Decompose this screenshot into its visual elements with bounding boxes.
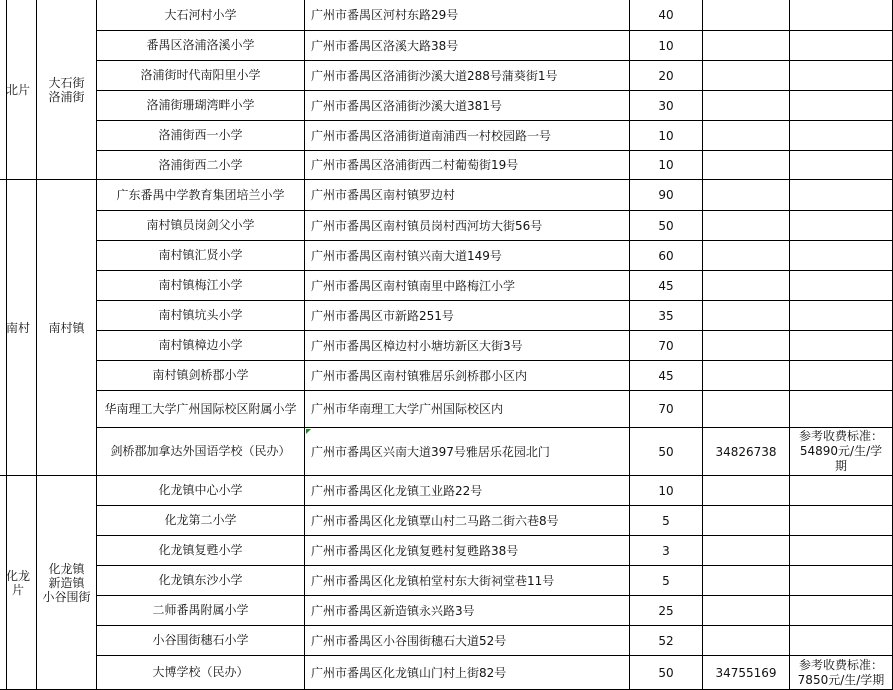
fee-note-cell[interactable]: [790, 506, 893, 536]
phone-cell[interactable]: [703, 91, 790, 121]
address-cell[interactable]: [305, 180, 630, 211]
phone-cell[interactable]: [703, 241, 790, 271]
enrollment-count-cell-text: 30: [658, 98, 674, 113]
enrollment-count-cell-text: 10: [658, 38, 674, 53]
enrollment-count-cell[interactable]: [630, 121, 703, 151]
enrollment-count-cell[interactable]: [630, 61, 703, 91]
fee-note-cell[interactable]: [790, 476, 893, 506]
school-name-cell[interactable]: [97, 361, 305, 391]
address-cell[interactable]: [305, 506, 630, 536]
school-name-cell-text: 南村镇员岗剑父小学: [146, 218, 255, 232]
school-name-cell-text: 洛浦街西二小学: [158, 157, 243, 172]
enrollment-count-cell-text: 5: [662, 573, 670, 588]
school-name-cell-text: 华南理工大学广州国际校区附属小学: [104, 401, 297, 416]
address-cell-text: 广州市番禺区化龙镇覃山村二马路二街六巷8号: [311, 513, 559, 528]
subdistrict-cell-text: 化龙镇 新造镇 小谷围街: [42, 561, 91, 604]
enrollment-count-cell[interactable]: [630, 361, 703, 391]
enrollment-count-cell[interactable]: [630, 241, 703, 271]
address-cell[interactable]: [305, 428, 630, 476]
address-cell-text: 广州市番禺区南村镇南里中路梅江小学: [311, 278, 516, 293]
subdistrict-cell[interactable]: [37, 180, 97, 476]
fee-note-cell[interactable]: [790, 271, 893, 301]
enrollment-count-cell-text: 45: [658, 368, 674, 383]
school-name-cell[interactable]: [97, 656, 305, 690]
enrollment-count-cell-text: 50: [658, 218, 674, 233]
fee-note-cell[interactable]: [790, 428, 893, 476]
fee-note-cell[interactable]: [790, 566, 893, 596]
school-name-cell-text: 番禺区洛浦洛溪小学: [146, 38, 255, 52]
address-cell-text: 广州市番禺区新造镇永兴路3号: [311, 603, 475, 618]
enrollment-count-cell[interactable]: [630, 211, 703, 241]
enrollment-count-cell-text: 90: [658, 188, 674, 202]
fee-note-cell[interactable]: [790, 121, 893, 151]
phone-cell[interactable]: [703, 0, 790, 31]
school-name-cell[interactable]: [97, 428, 305, 476]
school-name-cell-text: 洛浦街珊瑚湾畔小学: [146, 98, 255, 112]
enrollment-count-cell-text: 60: [658, 248, 674, 263]
fee-note-cell[interactable]: [790, 91, 893, 121]
phone-cell[interactable]: [703, 361, 790, 391]
enrollment-count-cell[interactable]: [630, 271, 703, 301]
phone-cell-text: 34826738: [715, 444, 777, 459]
fee-note-cell[interactable]: [790, 151, 893, 180]
enrollment-count-cell[interactable]: [630, 331, 703, 361]
school-name-cell[interactable]: [97, 331, 305, 361]
enrollment-count-cell-text: 40: [658, 8, 674, 22]
school-name-cell[interactable]: [97, 121, 305, 151]
school-name-cell-text: 南村镇剑桥郡小学: [152, 368, 249, 382]
enrollment-count-cell[interactable]: [630, 180, 703, 211]
address-cell[interactable]: [305, 241, 630, 271]
enrollment-count-cell-text: 25: [658, 603, 674, 618]
enrollment-count-cell[interactable]: [630, 301, 703, 331]
phone-cell[interactable]: [703, 331, 790, 361]
enrollment-count-cell-text: 20: [658, 68, 674, 83]
address-cell[interactable]: [305, 596, 630, 626]
address-cell[interactable]: [305, 211, 630, 241]
address-cell[interactable]: [305, 0, 630, 31]
phone-cell[interactable]: [703, 61, 790, 91]
school-name-cell-text: 洛浦街时代南阳里小学: [140, 68, 261, 82]
address-cell-text: 广州市番禺区小谷围街穗石大道52号: [311, 633, 507, 648]
enrollment-count-cell-text: 45: [658, 278, 674, 293]
school-name-cell[interactable]: [97, 91, 305, 121]
school-name-cell[interactable]: [97, 271, 305, 301]
address-cell-text: 广州市番禺区樟边村小塘坊新区大街3号: [311, 338, 523, 353]
address-cell-text: 广州市番禺区化龙镇工业路22号: [311, 483, 483, 498]
left-border-line: [6, 0, 7, 690]
enrollment-count-cell[interactable]: [630, 0, 703, 31]
enrollment-count-cell[interactable]: [630, 476, 703, 506]
enrollment-count-cell[interactable]: [630, 91, 703, 121]
fee-note-cell[interactable]: [790, 241, 893, 271]
school-name-cell[interactable]: [97, 596, 305, 626]
school-name-cell[interactable]: [97, 566, 305, 596]
phone-cell[interactable]: [703, 596, 790, 626]
school-name-cell-text: 广东番禺中学教育集团培兰小学: [116, 187, 285, 202]
school-name-cell-text: 化龙第二小学: [164, 513, 237, 527]
school-name-cell-text: 化龙镇中心小学: [158, 483, 243, 497]
enrollment-count-cell-text: 70: [658, 338, 674, 353]
enrollment-count-cell[interactable]: [630, 596, 703, 626]
address-cell[interactable]: [305, 151, 630, 180]
fee-note-cell[interactable]: [790, 361, 893, 391]
school-name-cell[interactable]: [97, 476, 305, 506]
address-cell[interactable]: [305, 656, 630, 690]
phone-cell[interactable]: [703, 271, 790, 301]
phone-cell-text: 34755169: [715, 665, 777, 680]
enrollment-count-cell-text: 10: [658, 128, 674, 143]
school-name-cell[interactable]: [97, 180, 305, 211]
enrollment-count-cell-text: 5: [662, 513, 670, 528]
address-cell-text: 广州市番禺区河村东路29号: [311, 8, 459, 22]
school-name-cell-text: 二师番禺附属小学: [152, 603, 249, 617]
fee-note-cell[interactable]: [790, 61, 893, 91]
fee-note-cell[interactable]: [790, 656, 893, 690]
enrollment-count-cell[interactable]: [630, 151, 703, 180]
fee-note-cell[interactable]: [790, 391, 893, 428]
school-name-cell[interactable]: [97, 211, 305, 241]
address-cell[interactable]: [305, 626, 630, 656]
school-name-cell-text: 洛浦街西一小学: [158, 128, 243, 142]
fee-note-cell[interactable]: [790, 31, 893, 61]
phone-cell[interactable]: [703, 151, 790, 180]
address-cell-text: 广州市番禺区化龙镇山门村上街82号: [311, 665, 507, 680]
phone-cell[interactable]: [703, 211, 790, 241]
cell-comment-marker: [306, 429, 311, 434]
school-name-cell-text: 大石河村小学: [164, 7, 237, 22]
fee-note-cell[interactable]: [790, 626, 893, 656]
subdistrict-cell[interactable]: [37, 0, 97, 180]
school-name-cell[interactable]: [97, 0, 305, 31]
school-name-cell[interactable]: [97, 151, 305, 180]
enrollment-count-cell[interactable]: [630, 506, 703, 536]
school-name-cell[interactable]: [97, 301, 305, 331]
region-cell-text: 化龙 片: [5, 568, 30, 597]
address-cell-text: 广州市番禺区洛浦街沙溪大道288号蒲葵街1号: [311, 68, 558, 83]
school-name-cell-text: 南村镇坑头小学: [158, 308, 243, 322]
subdistrict-cell[interactable]: [37, 476, 97, 690]
fee-note-cell-text: 参考收费标准： 54890元/生/学 期: [798, 429, 883, 473]
phone-cell[interactable]: [703, 626, 790, 656]
address-cell-text: 广州市番禺区洛浦街西二村葡萄街19号: [311, 158, 519, 172]
address-cell-text: 广州市番禺区化龙镇柏堂村东大街祠堂巷11号: [311, 573, 555, 588]
phone-cell[interactable]: [703, 476, 790, 506]
region-cell-text: 南村: [5, 320, 30, 335]
address-cell-text: 广州市番禺区南村镇员岗村西河坊大街56号: [311, 218, 543, 233]
subdistrict-cell-text: 南村镇: [48, 320, 85, 335]
phone-cell[interactable]: [703, 180, 790, 211]
fee-note-cell[interactable]: [790, 596, 893, 626]
address-cell-text: 广州市番禺区南村镇罗边村: [311, 188, 456, 202]
region-cell-text: 北片: [5, 82, 30, 97]
address-cell[interactable]: [305, 301, 630, 331]
enrollment-count-cell[interactable]: [630, 566, 703, 596]
address-cell[interactable]: [305, 476, 630, 506]
school-name-cell[interactable]: [97, 61, 305, 91]
fee-note-cell[interactable]: [790, 301, 893, 331]
address-cell-text: 广州市番禺区南村镇雅居乐剑桥郡小区内: [311, 368, 528, 383]
enrollment-count-cell[interactable]: [630, 626, 703, 656]
school-name-cell[interactable]: [97, 391, 305, 428]
school-name-cell-text: 大博学校（民办）: [152, 665, 249, 679]
school-name-cell-text: 南村镇樟边小学: [158, 338, 243, 352]
address-cell-text: 广州市番禺区南村镇兴南大道149号: [311, 248, 502, 263]
phone-cell[interactable]: [703, 301, 790, 331]
address-cell-text: 广州市番禺区洛溪大路38号: [311, 38, 459, 53]
phone-cell[interactable]: [703, 656, 790, 690]
address-cell[interactable]: [305, 361, 630, 391]
subdistrict-cell-text: 大石街 洛浦街: [48, 75, 85, 104]
address-cell[interactable]: [305, 271, 630, 301]
address-cell[interactable]: [305, 331, 630, 361]
phone-cell[interactable]: [703, 566, 790, 596]
enrollment-count-cell-text: 52: [658, 633, 674, 648]
school-name-cell[interactable]: [97, 31, 305, 61]
phone-cell[interactable]: [703, 121, 790, 151]
enrollment-count-cell[interactable]: [630, 536, 703, 566]
phone-cell[interactable]: [703, 428, 790, 476]
enrollment-count-cell-text: 50: [658, 444, 674, 459]
enrollment-count-cell-text: 10: [658, 158, 674, 172]
address-cell[interactable]: [305, 121, 630, 151]
school-name-cell[interactable]: [97, 241, 305, 271]
phone-cell[interactable]: [703, 31, 790, 61]
enrollment-count-cell[interactable]: [630, 391, 703, 428]
enrollment-count-cell-text: 50: [658, 665, 674, 680]
phone-cell[interactable]: [703, 391, 790, 428]
address-cell[interactable]: [305, 91, 630, 121]
enrollment-count-cell[interactable]: [630, 428, 703, 476]
fee-note-cell[interactable]: [790, 211, 893, 241]
address-cell-text: 广州市番禺区化龙镇复甦村复甦路38号: [311, 543, 519, 558]
address-cell-text: 广州市华南理工大学广州国际校区内: [311, 402, 504, 416]
address-cell[interactable]: [305, 61, 630, 91]
enrollment-count-cell[interactable]: [630, 656, 703, 690]
school-name-cell[interactable]: [97, 626, 305, 656]
fee-note-cell[interactable]: [790, 536, 893, 566]
address-cell-text: 广州市番禺区市新路251号: [311, 308, 454, 323]
school-name-cell-text: 化龙镇东沙小学: [158, 573, 243, 587]
phone-cell[interactable]: [703, 536, 790, 566]
address-cell-text: 广州市番禺区洛浦街沙溪大道381号: [311, 98, 502, 113]
school-name-cell-text: 南村镇汇贤小学: [158, 248, 243, 262]
school-name-cell-text: 剑桥郡加拿达外国语学校（民办）: [110, 444, 291, 458]
address-cell-text: 广州市番禺区兴南大道397号雅居乐花园北门: [311, 444, 550, 459]
enrollment-count-cell[interactable]: [630, 31, 703, 61]
fee-note-cell-text: 参考收费标准： 7850元/生/学期: [797, 657, 885, 687]
enrollment-count-cell-text: 3: [662, 543, 670, 558]
school-name-cell-text: 化龙镇复甦小学: [158, 543, 243, 557]
address-cell[interactable]: [305, 536, 630, 566]
phone-cell[interactable]: [703, 506, 790, 536]
enrollment-count-cell-text: 35: [658, 308, 674, 323]
fee-note-cell[interactable]: [790, 331, 893, 361]
address-cell[interactable]: [305, 566, 630, 596]
fee-note-cell[interactable]: [790, 180, 893, 211]
enrollment-count-cell-text: 10: [658, 483, 674, 498]
school-name-cell-text: 南村镇梅江小学: [158, 278, 243, 292]
school-name-cell[interactable]: [97, 536, 305, 566]
address-cell-text: 广州市番禺区洛浦街道南浦西一村校园路一号: [311, 128, 552, 143]
address-cell[interactable]: [305, 391, 630, 428]
school-name-cell[interactable]: [97, 506, 305, 536]
enrollment-count-cell-text: 70: [658, 402, 674, 416]
fee-note-cell[interactable]: [790, 0, 893, 31]
school-name-cell-text: 小谷围街穗石小学: [152, 633, 249, 647]
address-cell[interactable]: [305, 31, 630, 61]
